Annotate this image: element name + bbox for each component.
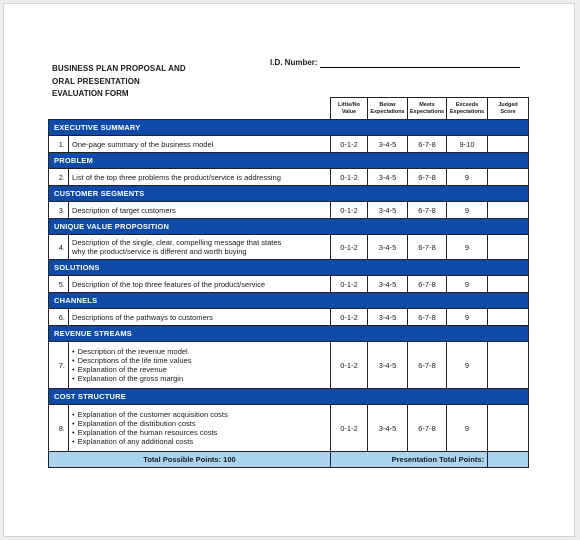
score-exceeds-expectations: 9: [447, 169, 488, 186]
section-title: PROBLEM: [49, 153, 529, 169]
score-exceeds-expectations: 9: [447, 202, 488, 219]
criterion-row: [49, 342, 529, 389]
criterion-bullet: • Explanation of any additional costs: [72, 437, 327, 446]
criterion-number: 5.: [49, 276, 69, 293]
criterion-number: 1.: [49, 136, 69, 153]
criterion-number: 6.: [49, 309, 69, 326]
section-title: CHANNELS: [49, 293, 529, 309]
score-exceeds-expectations: 9: [447, 405, 488, 452]
criterion-row: [49, 405, 529, 452]
criterion-row: [49, 136, 529, 153]
criterion-bullet: • Explanation of the gross margin: [72, 374, 327, 383]
judged-score-field[interactable]: [488, 136, 529, 153]
criterion-row: [49, 169, 529, 186]
score-meets-expectations: 6-7-8: [408, 202, 447, 219]
section-title: CUSTOMER SEGMENTS: [49, 186, 529, 202]
criterion-description: [69, 342, 331, 389]
score-exceeds-expectations: 9-10: [447, 136, 488, 153]
criterion-bullet-list: [72, 410, 327, 446]
criterion-bullet: • Explanation of the revenue: [72, 365, 327, 374]
criterion-description: [69, 309, 331, 326]
form-title-line2: ORAL PRESENTATION: [52, 77, 140, 86]
criterion-description: [69, 136, 331, 153]
criterion-text: Description of the top three features of the product/service: [72, 279, 266, 289]
id-number-field[interactable]: [320, 67, 520, 68]
score-meets-expectations: 6-7-8: [408, 405, 447, 452]
judged-score-field[interactable]: [488, 235, 529, 260]
evaluation-table: [48, 97, 529, 468]
col-meets-expectations: Meets Expectations: [408, 98, 447, 120]
score-below-expectations: 3-4-5: [368, 405, 408, 452]
score-meets-expectations: 6-7-8: [408, 276, 447, 293]
score-below-expectations: 3-4-5: [368, 136, 408, 153]
score-little-no-value: 0-1-2: [331, 202, 368, 219]
criterion-description: [69, 235, 331, 260]
section-title: COST STRUCTURE: [49, 389, 529, 405]
score-meets-expectations: 6-7-8: [408, 136, 447, 153]
score-little-no-value: 0-1-2: [331, 342, 368, 389]
score-little-no-value: 0-1-2: [331, 136, 368, 153]
criterion-row: [49, 309, 529, 326]
score-exceeds-expectations: 9: [447, 342, 488, 389]
criterion-row: [49, 235, 529, 260]
judged-score-field[interactable]: [488, 169, 529, 186]
total-possible-points: Total Possible Points: 100: [49, 452, 331, 468]
section-header-row: [49, 326, 529, 342]
score-meets-expectations: 6-7-8: [408, 235, 447, 260]
criterion-text: List of the top three problems the product/service is addressing: [72, 172, 281, 182]
score-meets-expectations: 6-7-8: [408, 342, 447, 389]
form-title-line1: BUSINESS PLAN PROPOSAL AND: [52, 64, 186, 73]
score-meets-expectations: 6-7-8: [408, 309, 447, 326]
section-title: REVENUE STREAMS: [49, 326, 529, 342]
criterion-bullet-list: [72, 347, 327, 383]
criterion-number: 8.: [49, 405, 69, 452]
criterion-description: [69, 276, 331, 293]
score-exceeds-expectations: 9: [447, 235, 488, 260]
judged-score-field[interactable]: [488, 405, 529, 452]
id-number-label: I.D. Number:: [270, 58, 318, 67]
score-exceeds-expectations: 9: [447, 309, 488, 326]
col-little-no-value: Little/No Value: [331, 98, 368, 120]
criterion-text: Description of target customers: [72, 205, 176, 215]
score-little-no-value: 0-1-2: [331, 405, 368, 452]
criterion-text: One-page summary of the business model: [72, 139, 214, 149]
col-exceeds-expectations: Exceeds Expectations: [447, 98, 488, 120]
criterion-row: [49, 202, 529, 219]
presentation-total-points-field[interactable]: [488, 452, 529, 468]
judged-score-field[interactable]: [488, 202, 529, 219]
score-below-expectations: 3-4-5: [368, 342, 408, 389]
score-below-expectations: 3-4-5: [368, 235, 408, 260]
judged-score-field[interactable]: [488, 342, 529, 389]
score-little-no-value: 0-1-2: [331, 309, 368, 326]
section-header-row: [49, 293, 529, 309]
criterion-description: [69, 202, 331, 219]
score-exceeds-expectations: 9: [447, 276, 488, 293]
criterion-text: why the product/service is different and worth buying: [72, 247, 247, 256]
score-below-expectations: 3-4-5: [368, 276, 408, 293]
score-little-no-value: 0-1-2: [331, 235, 368, 260]
section-title: SOLUTIONS: [49, 260, 529, 276]
criterion-bullet: • Explanation of the distribution costs: [72, 419, 327, 428]
criterion-bullet: • Descriptions of the life time values: [72, 356, 327, 365]
col-judged-score: Judged Score: [488, 98, 529, 120]
section-title: UNIQUE VALUE PROPOSITION: [49, 219, 529, 235]
criterion-bullet: • Explanation of the customer acquisition costs: [72, 410, 327, 419]
score-below-expectations: 3-4-5: [368, 309, 408, 326]
score-little-no-value: 0-1-2: [331, 276, 368, 293]
column-header-row: [49, 98, 529, 120]
header-blank: [49, 98, 331, 120]
criterion-text: Description of the single, clear, compelling message that states: [72, 238, 282, 247]
section-title: EXECUTIVE SUMMARY: [49, 120, 529, 136]
criterion-description: [69, 169, 331, 186]
judged-score-field[interactable]: [488, 276, 529, 293]
criterion-number: 2.: [49, 169, 69, 186]
score-below-expectations: 3-4-5: [368, 169, 408, 186]
score-meets-expectations: 6-7-8: [408, 169, 447, 186]
criterion-text: Descriptions of the pathways to customers: [72, 312, 213, 322]
criterion-bullet: • Description of the revenue model: [72, 347, 327, 356]
criterion-number: 7.: [49, 342, 69, 389]
criterion-description: [69, 405, 331, 452]
form-subtitle: EVALUATION FORM: [52, 89, 129, 98]
judged-score-field[interactable]: [488, 309, 529, 326]
score-little-no-value: 0-1-2: [331, 169, 368, 186]
section-header-row: [49, 153, 529, 169]
presentation-total-points-label: Presentation Total Points:: [331, 452, 488, 468]
criterion-row: [49, 276, 529, 293]
section-header-row: [49, 219, 529, 235]
section-header-row: [49, 389, 529, 405]
section-header-row: [49, 260, 529, 276]
col-below-expectations: Below Expectations: [368, 98, 408, 120]
form-title: [52, 62, 186, 88]
criterion-number: 3.: [49, 202, 69, 219]
score-below-expectations: 3-4-5: [368, 202, 408, 219]
criterion-bullet: • Explanation of the human resources costs: [72, 428, 327, 437]
criterion-number: 4.: [49, 235, 69, 260]
totals-row: [49, 452, 529, 468]
section-header-row: [49, 120, 529, 136]
section-header-row: [49, 186, 529, 202]
